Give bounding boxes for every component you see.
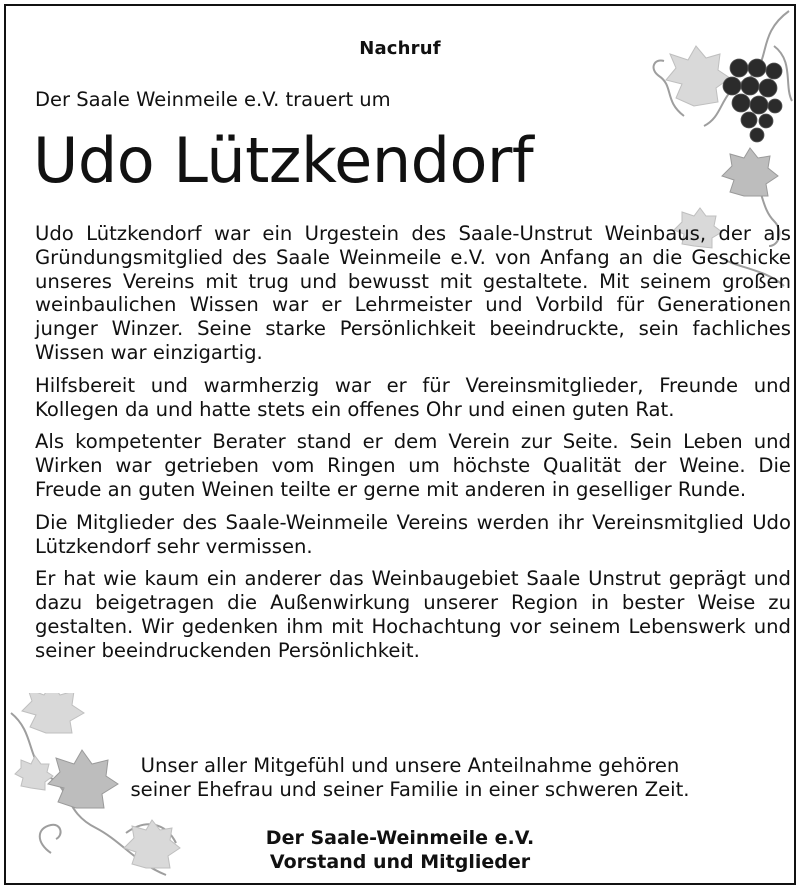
paragraph: Hilfsbereit und warmherzig war er für Vereinsmitglieder, Freunde und Kollegen da und hatte stets ein offenes Ohr und einen guten Rat. <box>35 373 791 421</box>
intro-line: Der Saale Weinmeile e.V. trauert um <box>35 88 391 111</box>
obituary-body <box>35 222 791 672</box>
signature-block <box>46 826 754 874</box>
deceased-name: Udo Lützkendorf <box>33 124 534 197</box>
signature-line: Der Saale-Weinmeile e.V. <box>265 827 535 849</box>
paragraph: Als kompetenter Berater stand er dem Verein zur Seite. Sein Leben und Wirken war getrieben vom Ringen um höchste Qualität der Weine. Die Freude an guten Weinen teilte er gerne mit anderen in geselliger Runde. <box>35 430 791 501</box>
grape-cluster <box>723 59 782 142</box>
notice-type-label: Nachruf <box>359 38 441 59</box>
signature-line: Vorstand und Mitglieder <box>269 851 531 873</box>
paragraph: Udo Lützkendorf war ein Urgestein des Saale-Unstrut Weinbaus, der als Gründungsmitglied des Saale Weinmeile e.V. von Anfang an die Geschicke unseres Vereins mit trug und bewusst mit gestaltete. Mit seinem großen weinbaulichen Wissen war er Lehrmeister und Vorbild für Generationen junger Winzer. Seine starke Persönlichkeit beeindruckte, sein fachliches Wissen war einzigartig. <box>35 222 791 364</box>
paragraph: Er hat wie kaum ein anderer das Weinbaugebiet Saale Unstrut geprägt und dazu beigetragen die Außenwirkung unserer Region in bester Weise zu gestalten. Wir gedenken ihm mit Hochachtung vor seinem Lebenswerk und seiner beeindruckenden Persönlichkeit. <box>35 567 791 662</box>
obituary-frame <box>4 4 796 885</box>
condolence-block <box>66 754 754 802</box>
condolence-line: seiner Ehefrau und seiner Familie in einer schweren Zeit. <box>130 778 690 801</box>
paragraph: Die Mitglieder des Saale-Weinmeile Vereins werden ihr Vereinsmitglied Udo Lützkendorf sehr vermissen. <box>35 510 791 558</box>
condolence-line: Unser aller Mitgefühl und unsere Anteilnahme gehören <box>140 754 680 777</box>
